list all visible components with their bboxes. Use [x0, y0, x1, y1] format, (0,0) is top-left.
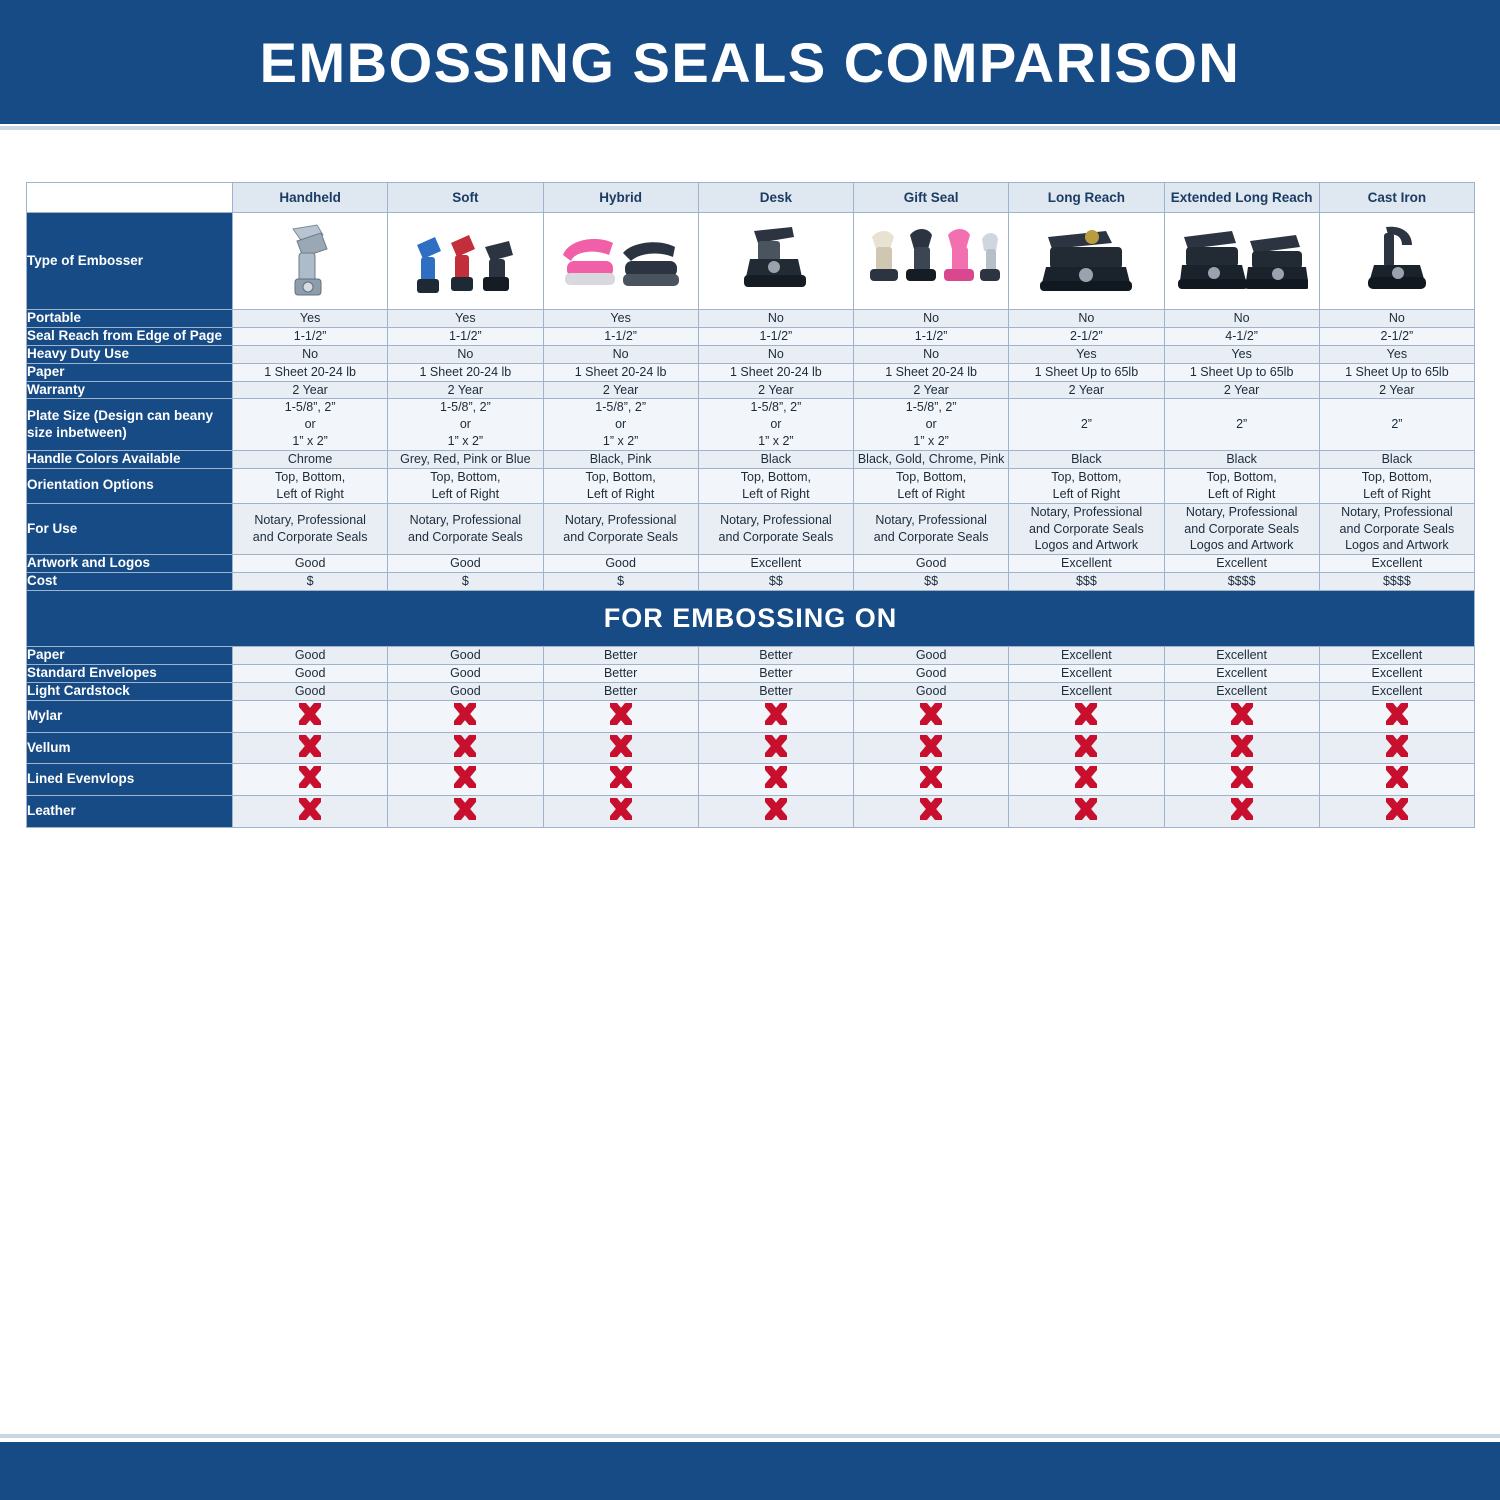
embossing-cell-r1-c2: Better: [543, 664, 698, 682]
cell-r8-c7: Top, Bottom, Left of Right: [1319, 468, 1474, 503]
cell-r7-c5: Black: [1009, 451, 1164, 469]
cell-r2-c1: 1-1/2”: [388, 327, 543, 345]
cell-r5-c4: 2 Year: [854, 381, 1009, 399]
cell-r11-c5: $$$: [1009, 573, 1164, 591]
cell-r6-c0: 1-5/8”, 2” or 1” x 2”: [233, 399, 388, 451]
cell-r5-c6: 2 Year: [1164, 381, 1319, 399]
cell-r9-c0: Notary, Professional and Corporate Seals: [233, 503, 388, 555]
table-header-row: [27, 183, 1475, 213]
row-label-3: Heavy Duty Use: [27, 345, 233, 363]
cell-r5-c5: 2 Year: [1009, 381, 1164, 399]
embossing-row-label-5: Lined Evenvlops: [27, 764, 233, 796]
embossing-cell-r6-c6: [1164, 796, 1319, 828]
cell-r11-c0: $: [233, 573, 388, 591]
row-label-5: Warranty: [27, 381, 233, 399]
x-mark-icon: [763, 796, 789, 822]
embossing-cell-r1-c4: Good: [854, 664, 1009, 682]
embosser-image-cell-4: [854, 213, 1009, 310]
cell-r3-c4: No: [854, 345, 1009, 363]
cell-r6-c2: 1-5/8”, 2” or 1” x 2”: [543, 399, 698, 451]
cell-r10-c0: Good: [233, 555, 388, 573]
x-mark-icon: [763, 701, 789, 727]
cell-r3-c1: No: [388, 345, 543, 363]
embossing-cell-r3-c5: [1009, 700, 1164, 732]
embossing-cell-r6-c1: [388, 796, 543, 828]
embosser-image-cell-6: [1164, 213, 1319, 310]
cell-r9-c2: Notary, Professional and Corporate Seals: [543, 503, 698, 555]
cell-r2-c3: 1-1/2”: [698, 327, 853, 345]
cell-r4-c2: 1 Sheet 20-24 lb: [543, 363, 698, 381]
x-mark-icon: [1229, 764, 1255, 790]
embossing-cell-r2-c0: Good: [233, 682, 388, 700]
embosser-image-cell-2: [543, 213, 698, 310]
cell-r11-c7: $$$$: [1319, 573, 1474, 591]
embossing-cell-r4-c5: [1009, 732, 1164, 764]
embossing-cell-r4-c3: [698, 732, 853, 764]
embossing-cell-r2-c5: Excellent: [1009, 682, 1164, 700]
cell-r6-c3: 1-5/8”, 2” or 1” x 2”: [698, 399, 853, 451]
embossing-cell-r0-c0: Good: [233, 647, 388, 665]
embosser-image-cell-0: [233, 213, 388, 310]
cell-r4-c5: 1 Sheet Up to 65lb: [1009, 363, 1164, 381]
cell-r4-c4: 1 Sheet 20-24 lb: [854, 363, 1009, 381]
x-mark-icon: [1229, 796, 1255, 822]
x-mark-icon: [297, 796, 323, 822]
embossing-cell-r6-c7: [1319, 796, 1474, 828]
cell-r11-c3: $$: [698, 573, 853, 591]
cell-r4-c7: 1 Sheet Up to 65lb: [1319, 363, 1474, 381]
cell-r7-c7: Black: [1319, 451, 1474, 469]
cell-r7-c6: Black: [1164, 451, 1319, 469]
embossing-cell-r5-c0: [233, 764, 388, 796]
header-divider: [0, 126, 1500, 130]
cell-r9-c6: Notary, Professional and Corporate Seals Logos and Artwork: [1164, 503, 1319, 555]
cell-r8-c4: Top, Bottom, Left of Right: [854, 468, 1009, 503]
embossing-cell-r3-c2: [543, 700, 698, 732]
embossing-row-label-3: Mylar: [27, 700, 233, 732]
embosser-image-cell-3: [698, 213, 853, 310]
embossing-cell-r5-c7: [1319, 764, 1474, 796]
hybrid-embosser-icon: [546, 217, 696, 305]
cell-r10-c3: Excellent: [698, 555, 853, 573]
cell-r9-c1: Notary, Professional and Corporate Seals: [388, 503, 543, 555]
embossing-cell-r5-c2: [543, 764, 698, 796]
embossing-cell-r1-c6: Excellent: [1164, 664, 1319, 682]
embosser-image-cell-1: [388, 213, 543, 310]
cell-r5-c3: 2 Year: [698, 381, 853, 399]
cell-r6-c5: 2”: [1009, 399, 1164, 451]
cell-r1-c1: Yes: [388, 310, 543, 328]
column-header-2: Hybrid: [543, 183, 698, 213]
cell-r5-c7: 2 Year: [1319, 381, 1474, 399]
cell-r7-c4: Black, Gold, Chrome, Pink: [854, 451, 1009, 469]
embossing-row-label-0: Paper: [27, 647, 233, 665]
soft-embosser-icon: [390, 217, 540, 305]
embossing-row-label-6: Leather: [27, 796, 233, 828]
x-mark-icon: [1384, 796, 1410, 822]
column-header-7: Cast Iron: [1319, 183, 1474, 213]
section-band-label: FOR EMBOSSING ON: [27, 591, 1475, 647]
cell-r2-c0: 1-1/2”: [233, 327, 388, 345]
table-row: [27, 764, 1475, 796]
embossing-cell-r1-c3: Better: [698, 664, 853, 682]
row-label-7: Handle Colors Available: [27, 451, 233, 469]
handheld-embosser-icon: [235, 217, 385, 305]
table-row: [27, 732, 1475, 764]
table-row: [27, 399, 1475, 451]
cell-r1-c5: No: [1009, 310, 1164, 328]
embossing-cell-r2-c2: Better: [543, 682, 698, 700]
embossing-cell-r2-c3: Better: [698, 682, 853, 700]
cell-r7-c0: Chrome: [233, 451, 388, 469]
cell-r1-c4: No: [854, 310, 1009, 328]
cell-r7-c2: Black, Pink: [543, 451, 698, 469]
corner-blank-cell: [27, 183, 233, 213]
embossing-cell-r4-c1: [388, 732, 543, 764]
embossing-cell-r3-c7: [1319, 700, 1474, 732]
desk-embosser-icon: [701, 217, 851, 305]
cell-r11-c6: $$$$: [1164, 573, 1319, 591]
cell-r10-c6: Excellent: [1164, 555, 1319, 573]
x-mark-icon: [1073, 701, 1099, 727]
cell-r4-c6: 1 Sheet Up to 65lb: [1164, 363, 1319, 381]
x-mark-icon: [1384, 764, 1410, 790]
x-mark-icon: [1229, 733, 1255, 759]
column-header-4: Gift Seal: [854, 183, 1009, 213]
embossing-cell-r4-c4: [854, 732, 1009, 764]
cell-r3-c7: Yes: [1319, 345, 1474, 363]
cell-r2-c2: 1-1/2”: [543, 327, 698, 345]
cell-r9-c5: Notary, Professional and Corporate Seals Logos and Artwork: [1009, 503, 1164, 555]
table-row: [27, 363, 1475, 381]
embossing-cell-r0-c1: Good: [388, 647, 543, 665]
embossing-cell-r1-c5: Excellent: [1009, 664, 1164, 682]
x-mark-icon: [608, 796, 634, 822]
cell-r10-c5: Excellent: [1009, 555, 1164, 573]
embossing-cell-r3-c3: [698, 700, 853, 732]
cell-r8-c3: Top, Bottom, Left of Right: [698, 468, 853, 503]
table-row: [27, 503, 1475, 555]
column-header-1: Soft: [388, 183, 543, 213]
cell-r4-c3: 1 Sheet 20-24 lb: [698, 363, 853, 381]
table-row: [27, 310, 1475, 328]
cell-r1-c3: No: [698, 310, 853, 328]
x-mark-icon: [918, 733, 944, 759]
embossing-row-label-2: Light Cardstock: [27, 682, 233, 700]
cell-r3-c5: Yes: [1009, 345, 1164, 363]
cell-r2-c6: 4-1/2”: [1164, 327, 1319, 345]
cell-r10-c2: Good: [543, 555, 698, 573]
column-header-3: Desk: [698, 183, 853, 213]
x-mark-icon: [1384, 701, 1410, 727]
embosser-image-cell-5: [1009, 213, 1164, 310]
embossing-cell-r1-c0: Good: [233, 664, 388, 682]
long-reach-embosser-icon: [1011, 217, 1161, 305]
x-mark-icon: [452, 764, 478, 790]
embossing-cell-r4-c7: [1319, 732, 1474, 764]
row-label-6: Plate Size (Design can beany size inbetween): [27, 399, 233, 451]
embossing-cell-r0-c2: Better: [543, 647, 698, 665]
embossing-cell-r3-c4: [854, 700, 1009, 732]
embossing-cell-r0-c6: Excellent: [1164, 647, 1319, 665]
cell-r1-c2: Yes: [543, 310, 698, 328]
table-row: [27, 381, 1475, 399]
cell-r1-c0: Yes: [233, 310, 388, 328]
cell-r8-c2: Top, Bottom, Left of Right: [543, 468, 698, 503]
x-mark-icon: [608, 733, 634, 759]
row-label-9: For Use: [27, 503, 233, 555]
table-row: [27, 468, 1475, 503]
embossing-cell-r2-c7: Excellent: [1319, 682, 1474, 700]
cell-r9-c3: Notary, Professional and Corporate Seals: [698, 503, 853, 555]
cell-r8-c1: Top, Bottom, Left of Right: [388, 468, 543, 503]
embossing-cell-r0-c3: Better: [698, 647, 853, 665]
embossing-cell-r6-c2: [543, 796, 698, 828]
row-label-1: Portable: [27, 310, 233, 328]
x-mark-icon: [1073, 733, 1099, 759]
cast-iron-embosser-icon: [1322, 217, 1472, 305]
cell-r1-c6: No: [1164, 310, 1319, 328]
x-mark-icon: [297, 701, 323, 727]
cell-r10-c7: Excellent: [1319, 555, 1474, 573]
cell-r7-c1: Grey, Red, Pink or Blue: [388, 451, 543, 469]
embossing-cell-r4-c6: [1164, 732, 1319, 764]
section-band-row: [27, 591, 1475, 647]
x-mark-icon: [918, 701, 944, 727]
x-mark-icon: [1073, 796, 1099, 822]
cell-r10-c4: Good: [854, 555, 1009, 573]
x-mark-icon: [918, 796, 944, 822]
footer-band: [0, 1442, 1500, 1500]
cell-r5-c2: 2 Year: [543, 381, 698, 399]
cell-r11-c1: $: [388, 573, 543, 591]
cell-r4-c0: 1 Sheet 20-24 lb: [233, 363, 388, 381]
embossing-cell-r6-c0: [233, 796, 388, 828]
cell-r5-c0: 2 Year: [233, 381, 388, 399]
cell-r5-c1: 2 Year: [388, 381, 543, 399]
cell-r1-c7: No: [1319, 310, 1474, 328]
embosser-image-cell-7: [1319, 213, 1474, 310]
embossing-cell-r1-c1: Good: [388, 664, 543, 682]
table-row: [27, 796, 1475, 828]
cell-r10-c1: Good: [388, 555, 543, 573]
x-mark-icon: [918, 764, 944, 790]
extended-long-reach-embosser-icon: [1167, 217, 1317, 305]
table-row: [27, 664, 1475, 682]
table-row: [27, 555, 1475, 573]
embossing-row-label-4: Vellum: [27, 732, 233, 764]
embossing-cell-r5-c5: [1009, 764, 1164, 796]
embossing-cell-r4-c0: [233, 732, 388, 764]
embossing-cell-r2-c4: Good: [854, 682, 1009, 700]
x-mark-icon: [608, 701, 634, 727]
table-row: [27, 345, 1475, 363]
x-mark-icon: [1229, 701, 1255, 727]
embossing-cell-r5-c6: [1164, 764, 1319, 796]
embossing-cell-r4-c2: [543, 732, 698, 764]
table-row: [27, 700, 1475, 732]
cell-r4-c1: 1 Sheet 20-24 lb: [388, 363, 543, 381]
cell-r6-c4: 1-5/8”, 2” or 1” x 2”: [854, 399, 1009, 451]
cell-r6-c6: 2”: [1164, 399, 1319, 451]
x-mark-icon: [1073, 764, 1099, 790]
x-mark-icon: [608, 764, 634, 790]
cell-r11-c2: $: [543, 573, 698, 591]
cell-r3-c0: No: [233, 345, 388, 363]
cell-r3-c6: Yes: [1164, 345, 1319, 363]
cell-r2-c4: 1-1/2”: [854, 327, 1009, 345]
embossing-cell-r6-c5: [1009, 796, 1164, 828]
row-label-8: Orientation Options: [27, 468, 233, 503]
page-title: EMBOSSING SEALS COMPARISON: [259, 30, 1241, 94]
cell-r6-c1: 1-5/8”, 2” or 1” x 2”: [388, 399, 543, 451]
cell-r8-c0: Top, Bottom, Left of Right: [233, 468, 388, 503]
embossing-cell-r5-c4: [854, 764, 1009, 796]
cell-r2-c5: 2-1/2”: [1009, 327, 1164, 345]
x-mark-icon: [297, 733, 323, 759]
embossing-cell-r3-c6: [1164, 700, 1319, 732]
embossing-cell-r6-c3: [698, 796, 853, 828]
cell-r9-c4: Notary, Professional and Corporate Seals: [854, 503, 1009, 555]
embossing-cell-r0-c4: Good: [854, 647, 1009, 665]
embossing-cell-r2-c6: Excellent: [1164, 682, 1319, 700]
x-mark-icon: [763, 764, 789, 790]
x-mark-icon: [297, 764, 323, 790]
embossing-cell-r3-c1: [388, 700, 543, 732]
table-row: [27, 573, 1475, 591]
cell-r7-c3: Black: [698, 451, 853, 469]
x-mark-icon: [763, 733, 789, 759]
x-mark-icon: [452, 701, 478, 727]
row-label-11: Cost: [27, 573, 233, 591]
embossing-cell-r0-c7: Excellent: [1319, 647, 1474, 665]
embossing-cell-r5-c3: [698, 764, 853, 796]
cell-r3-c3: No: [698, 345, 853, 363]
cell-r2-c7: 2-1/2”: [1319, 327, 1474, 345]
row-label-0: Type of Embosser: [27, 213, 233, 310]
table-row: [27, 647, 1475, 665]
table-row: [27, 213, 1475, 310]
cell-r6-c7: 2”: [1319, 399, 1474, 451]
footer-divider: [0, 1434, 1500, 1438]
embossing-cell-r2-c1: Good: [388, 682, 543, 700]
cell-r8-c5: Top, Bottom, Left of Right: [1009, 468, 1164, 503]
cell-r9-c7: Notary, Professional and Corporate Seals Logos and Artwork: [1319, 503, 1474, 555]
embossing-cell-r6-c4: [854, 796, 1009, 828]
column-header-5: Long Reach: [1009, 183, 1164, 213]
row-label-10: Artwork and Logos: [27, 555, 233, 573]
embossing-cell-r1-c7: Excellent: [1319, 664, 1474, 682]
x-mark-icon: [1384, 733, 1410, 759]
row-label-2: Seal Reach from Edge of Page: [27, 327, 233, 345]
table-row: [27, 682, 1475, 700]
x-mark-icon: [452, 733, 478, 759]
comparison-table: [26, 182, 1475, 828]
embossing-cell-r3-c0: [233, 700, 388, 732]
column-header-0: Handheld: [233, 183, 388, 213]
gift-seal-embosser-icon: [856, 217, 1006, 305]
comparison-table-wrap: [26, 182, 1474, 828]
x-mark-icon: [452, 796, 478, 822]
row-label-4: Paper: [27, 363, 233, 381]
cell-r3-c2: No: [543, 345, 698, 363]
cell-r11-c4: $$: [854, 573, 1009, 591]
table-row: [27, 327, 1475, 345]
embossing-cell-r5-c1: [388, 764, 543, 796]
cell-r8-c6: Top, Bottom, Left of Right: [1164, 468, 1319, 503]
table-row: [27, 451, 1475, 469]
embossing-cell-r0-c5: Excellent: [1009, 647, 1164, 665]
column-header-6: Extended Long Reach: [1164, 183, 1319, 213]
embossing-row-label-1: Standard Envelopes: [27, 664, 233, 682]
